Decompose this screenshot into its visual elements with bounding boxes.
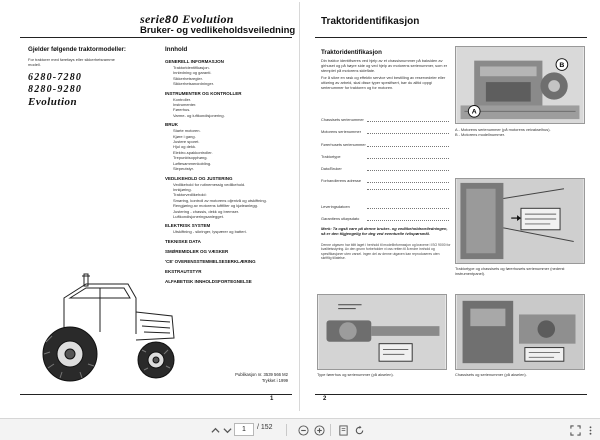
fullscreen-icon <box>570 425 581 436</box>
field-chassis-serial <box>321 117 449 122</box>
figure-axle-front <box>317 294 447 370</box>
callout-b: B <box>559 61 565 69</box>
toc-item: Trepunktsopphøng. <box>173 155 208 161</box>
toc-section: SMØREMIDLER OG VÆSKER <box>165 248 229 254</box>
minus-circle-icon <box>298 425 309 436</box>
toc-item: Rengjøring av motorens luftfilter og kjøleanlegg. <box>173 203 258 209</box>
model-line-2: 8280-9280 <box>28 84 83 95</box>
toolbar-divider <box>286 424 287 436</box>
toc-item: Smøring, kontroll av motorens oljenivå og utskiftning. <box>173 197 267 203</box>
form-title: Traktoridentifikasjon <box>321 49 382 56</box>
toc-section: TEKNISKE DATA <box>165 238 201 244</box>
page-2 <box>303 2 595 411</box>
field-cab-serial <box>321 142 449 147</box>
toc-section: 'CE' OVERENSSTEMMELSESERKLÆRING <box>165 258 256 264</box>
toc-title: Innhold <box>165 46 188 53</box>
toc-section: VEDLIKEHOLD OG JUSTERING <box>165 175 233 181</box>
chevron-up-icon <box>211 426 220 435</box>
figure-cab-plate <box>455 178 585 264</box>
intro-paragraph-1: Din traktor identifiseres ved hjelp av et chassisnummer på baksiden av girhuset og på høyre side og ved hjelp av motorens serienummer, som er stemplet på motorens sideflate. <box>321 58 448 73</box>
toc-item: Elektro-spakkontroller. <box>173 149 213 155</box>
toc-section: INSTRUMENTER OG KONTROLLER <box>165 90 242 96</box>
figure-engine <box>455 46 585 124</box>
field-label: Chassisets serienummer <box>321 117 364 122</box>
toc-item: Starte motoren. <box>173 128 201 134</box>
toc-item: Førerhus. <box>173 107 191 113</box>
table-of-contents <box>165 46 295 285</box>
toc-item: Sikkerhetsregler. <box>173 75 203 81</box>
field-engine-serial <box>321 129 449 134</box>
page-number-input[interactable]: 1 <box>234 423 254 436</box>
series-number: 80 <box>164 14 180 26</box>
tractor-illustration <box>24 264 184 384</box>
toc-item: Slepeutstyr. <box>173 166 194 172</box>
field-tractor-type <box>321 154 449 159</box>
footer-rule <box>315 394 587 395</box>
page-header: Traktoridentifikasjon <box>321 16 420 27</box>
total-pages: / 152 <box>257 424 273 431</box>
toc-section: ELEKTRISK SYSTEM <box>165 223 211 229</box>
intro-paragraph-2: For å sikre en rask og effektiv service ved bestilling av reservedeler eller utføring av arbeid, skal disse typer spesifisert, bør du alltid oppgi serienummer for traktoren og for motoren. <box>321 75 446 90</box>
models-note: For traktorer med føreføys eller sikkerhetsramme modell. <box>28 57 115 68</box>
caption-line-a: A - Motorens serienummer (på motorens veivakselhus). <box>455 127 551 132</box>
footer-rule <box>20 394 292 395</box>
toc-item: Sikkerhetsanordninger. <box>173 81 214 87</box>
figure-cab-plate-caption: Traktortype og chassisets og førerhusets serienummer (nederst instrumentpanel). <box>455 266 565 276</box>
field-date-user <box>321 166 449 171</box>
rotate-button[interactable] <box>352 423 366 437</box>
models-heading: Gjelder følgende traktormodeller: <box>28 46 126 53</box>
toc-item: Vedlikehold for rutinemessig vedlikehold. <box>173 181 246 187</box>
toc-item: Justere sporet. <box>173 139 200 145</box>
figure-axle-front-caption: Type førerhus og serienummer (på akselen). <box>317 372 394 377</box>
field-delivery-date <box>321 204 449 209</box>
field-label: Traktortype <box>321 154 341 159</box>
toc-item: Varme- og luftkondisjonering. <box>173 112 225 118</box>
header-rule <box>315 37 587 38</box>
more-options-button[interactable] <box>583 423 597 437</box>
fit-page-icon <box>338 425 349 436</box>
field-label: Motorens serienummer <box>321 129 362 134</box>
toc-section: GENERELL INFORMASJON <box>165 59 224 64</box>
toc-item: Hjul og dekk. <box>173 144 197 150</box>
viewer-toolbar <box>0 418 600 440</box>
note-iso: Denne utgaven har blitt laget i henhold til modellinformasjon og kravene i ISO 9000 for kvalitetsstyring. Av den grunn forbeholder vi oss retten til å endre innhold og spesifikasjoner uten varsel. Ingen del av denne utgaven kan reproduseres uten skriftlig tillatelse. <box>321 243 451 260</box>
toc-item: Instrumenter. <box>173 102 197 108</box>
toc-item: Kjøre i gang. <box>173 133 196 139</box>
publication-number: Publikasjon nr. 3539 566 M2 <box>235 372 288 377</box>
zoom-in-button[interactable] <box>312 423 326 437</box>
zoom-out-button[interactable] <box>296 423 310 437</box>
toc-item: Justering - chassis, dekk og bremser. <box>173 208 240 214</box>
toc-item: Innledning og garanti. <box>173 70 212 76</box>
toc-section: EKSTRAUTSTYR <box>165 268 202 274</box>
guide-title: Bruker- og vedlikeholdsveiledning <box>140 25 296 36</box>
model-line-1: 6280-7280 <box>28 72 83 83</box>
figure-chassis-caption: Chassisets og serienummer (på akselen). <box>455 372 527 377</box>
series-prefix: serie <box>140 12 165 26</box>
page-1 <box>8 2 300 411</box>
field-warranty-expiry <box>321 216 449 221</box>
form-intro <box>321 59 451 91</box>
print-year: Trykket i 1999 <box>261 378 288 383</box>
next-page-button[interactable] <box>220 423 234 437</box>
note-keep-manual: Merk: Ta også vare på denne bruker- og vedlikeholdsveiledningen, så er den tilgjengelig for deg ved eventuelle tvilspørsmål. <box>321 226 448 236</box>
series-suffix: Evolution <box>182 12 234 26</box>
toc-item: Traktoridentifikasjon. <box>173 65 210 70</box>
toc-item: Løftesammenkobling. <box>173 160 212 166</box>
toc-item: Traktorvedlikehold: <box>173 192 207 198</box>
field-label: Førerhusets serienummer <box>321 142 366 147</box>
toc-section: ALFABETISK INNHOLDSFORTEGNELSE <box>165 278 252 284</box>
caption-line-b: B - Motorens modellnummer. <box>455 131 505 137</box>
field-dealer-address <box>321 178 449 183</box>
plus-circle-icon <box>314 425 325 436</box>
toc-item: Luftkondisjoneringsanlegget. <box>173 213 224 219</box>
field-label: Leveringsdatoen <box>321 204 350 209</box>
chevron-down-icon <box>223 426 232 435</box>
figure-engine-caption <box>455 128 585 138</box>
model-line-3: Evolution <box>28 96 78 108</box>
toc-item: Innkjøring. <box>173 186 192 192</box>
toc-item: Utskiftning - sikringer, lyspærer og batteri. <box>173 229 247 235</box>
more-vertical-icon <box>585 425 596 436</box>
page-number: 2 <box>323 396 327 402</box>
fullscreen-button[interactable] <box>568 423 582 437</box>
field-label: Garantiens utløpsdato <box>321 216 360 221</box>
page-number: 1 <box>270 396 274 402</box>
header-rule <box>20 37 292 38</box>
field-label: Forhandlerens adresse <box>321 178 362 183</box>
toc-body <box>165 59 295 285</box>
toc-item: Kontroller. <box>173 96 192 102</box>
rotate-icon <box>354 425 365 436</box>
figure-chassis <box>455 294 585 370</box>
toolbar-divider <box>330 424 331 436</box>
callout-a: A <box>471 108 477 116</box>
fit-page-button[interactable] <box>336 423 350 437</box>
field-label: Dato/Bruker <box>321 166 342 171</box>
toc-section: BRUK <box>165 122 178 128</box>
